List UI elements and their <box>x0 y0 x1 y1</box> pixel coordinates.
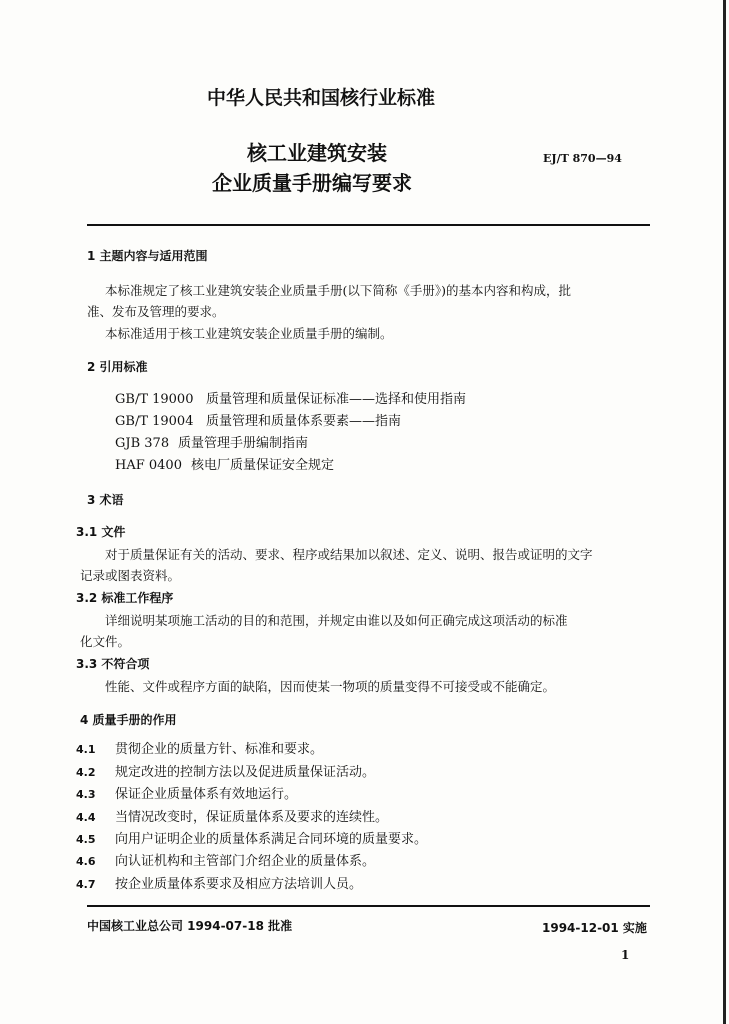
item-text: 贯彻企业的质量方针、标准和要求。 <box>115 742 324 757</box>
section-4-heading: 4 质量手册的作用 <box>80 713 177 727</box>
reference-code: GB/T 19004 <box>115 414 194 429</box>
item-number: 4.5 <box>76 833 96 846</box>
section-1-paragraph-1-line-2: 准、发布及管理的要求。 <box>87 304 225 319</box>
reference-title: 质量管理和质量保证标准——选择和使用指南 <box>206 392 467 407</box>
term-3-2-heading: 3.2 标准工作程序 <box>76 591 174 605</box>
item-number: 4.4 <box>76 811 96 824</box>
effective-date: 1994-12-01 实施 <box>542 921 647 935</box>
reference-code: GB/T 19000 <box>115 392 194 407</box>
section-1-paragraph-2: 本标准适用于核工业建筑安装企业质量手册的编制。 <box>105 326 393 341</box>
item-number: 4.1 <box>76 743 96 756</box>
section-1-paragraph-1-line-1: 本标准规定了核工业建筑安装企业质量手册(以下简称《手册》)的基本内容和构成，批 <box>105 283 572 298</box>
item-number: 4.2 <box>76 766 96 779</box>
approval-line: 中国核工业总公司 1994-07-18 批准 <box>87 919 293 933</box>
item-number: 4.3 <box>76 788 96 801</box>
term-3-1-heading: 3.1 文件 <box>76 525 126 539</box>
item-text: 规定改进的控制方法以及促进质量保证活动。 <box>115 765 376 780</box>
header-rule <box>87 224 650 226</box>
term-3-2-line-2: 化文件。 <box>80 634 131 649</box>
term-3-3-line-1: 性能、文件或程序方面的缺陷，因而使某一物项的质量变得不可接受或不能确定。 <box>105 679 556 694</box>
item-text: 向认证机构和主管部门介绍企业的质量体系。 <box>115 854 376 869</box>
reference-title: 质量管理和质量体系要素——指南 <box>206 414 402 429</box>
reference-title: 核电厂质量保证安全规定 <box>191 458 335 473</box>
item-text: 当情况改变时，保证质量体系及要求的连续性。 <box>115 810 389 825</box>
standard-code: EJ/T 870—94 <box>543 152 622 165</box>
title-line-2: 企业质量手册编写要求 <box>212 171 412 195</box>
reference-code: GJB 378 <box>115 436 170 451</box>
item-text: 向用户证明企业的质量体系满足合同环境的质量要求。 <box>115 832 428 847</box>
item-text: 按企业质量体系要求及相应方法培训人员。 <box>115 877 363 892</box>
item-number: 4.6 <box>76 855 96 868</box>
page-number: 1 <box>621 948 630 962</box>
item-text: 保证企业质量体系有效地运行。 <box>115 787 298 802</box>
section-2-heading: 2 引用标准 <box>87 360 148 374</box>
title-line-1: 核工业建筑安装 <box>247 141 387 165</box>
section-1-heading: 1 主题内容与适用范围 <box>87 249 208 263</box>
reference-code: HAF 0400 <box>115 458 182 473</box>
term-3-1-line-2: 记录或图表资料。 <box>80 568 181 583</box>
term-3-3-heading: 3.3 不符合项 <box>76 657 150 671</box>
term-3-1-line-1: 对于质量保证有关的活动、要求、程序或结果加以叙述、定义、说明、报告或证明的文字 <box>105 547 593 562</box>
item-number: 4.7 <box>76 878 96 891</box>
scan-edge-line <box>723 0 726 1024</box>
term-3-2-line-1: 详细说明某项施工活动的目的和范围，并规定由谁以及如何正确完成这项活动的标准 <box>105 613 568 628</box>
footer-rule <box>87 905 650 907</box>
reference-title: 质量管理手册编制指南 <box>178 436 309 451</box>
org-line: 中华人民共和国核行业标准 <box>207 87 436 109</box>
section-3-heading: 3 术语 <box>87 493 124 507</box>
